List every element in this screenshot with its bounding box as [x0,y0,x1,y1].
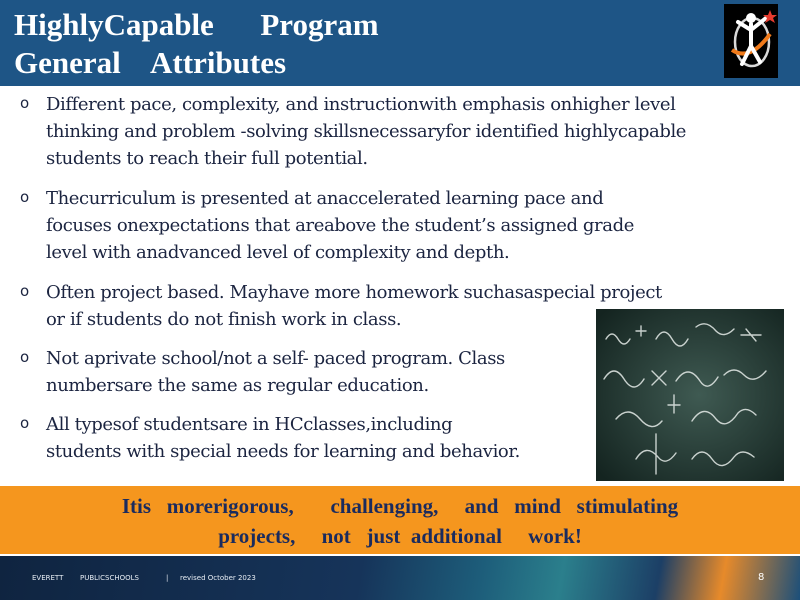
slide-title-line2: General Attributes [14,45,287,80]
footer-separator: | [166,574,169,582]
footer-org-part1: EVERETT [32,574,64,582]
bullet-line: focuses onexpectations that areabove the student’s assigned grade [46,215,634,236]
slide-title-line1: HighlyCapable Program [14,7,379,42]
circle-outline-icon: o [20,414,30,432]
rigor-banner [0,486,800,554]
page-number: 8 [758,572,765,583]
bullet-line: All typesof studentsare in HCclasses,including [46,414,453,435]
bullet-line: Different pace, complexity, and instructionwith emphasis onhigher level [46,94,676,115]
banner-line2: projects, not just additional work! [218,524,582,548]
bullet-line: numbersare the same as regular education. [46,375,429,396]
slide-header [0,0,800,86]
bullet-line: Thecurriculum is presented at anaccelerated learning pace and [46,188,604,209]
circle-outline-icon: o [20,282,30,300]
footer-revised: revised October 2023 [180,574,256,582]
chalkboard-math-photo [596,309,784,481]
bullet-line: or if students do not finish work in class. [46,309,402,330]
bullet-line: Not aprivate school/not a self- paced program. Class [46,348,505,369]
circle-outline-icon: o [20,94,30,112]
everett-logo-icon [724,4,778,78]
bullet-line: students to reach their full potential. [46,148,368,169]
circle-outline-icon: o [20,188,30,206]
bullet-line: thinking and problem -solving skillsnecessaryfor identified highlycapable [46,121,687,142]
slide-title [14,6,704,82]
bullet-line: Often project based. Mayhave more homework suchasaspecial project [46,282,662,303]
bullet-line: level with anadvanced level of complexity and depth. [46,242,510,263]
circle-outline-icon: o [20,348,30,366]
bullet-line: students with special needs for learning and behavior. [46,441,520,462]
footer-org-part2: PUBLICSCHOOLS [80,574,139,582]
slide-footer [0,556,800,600]
banner-line1: Itis morerigorous, challenging, and mind stimulating [121,494,679,518]
